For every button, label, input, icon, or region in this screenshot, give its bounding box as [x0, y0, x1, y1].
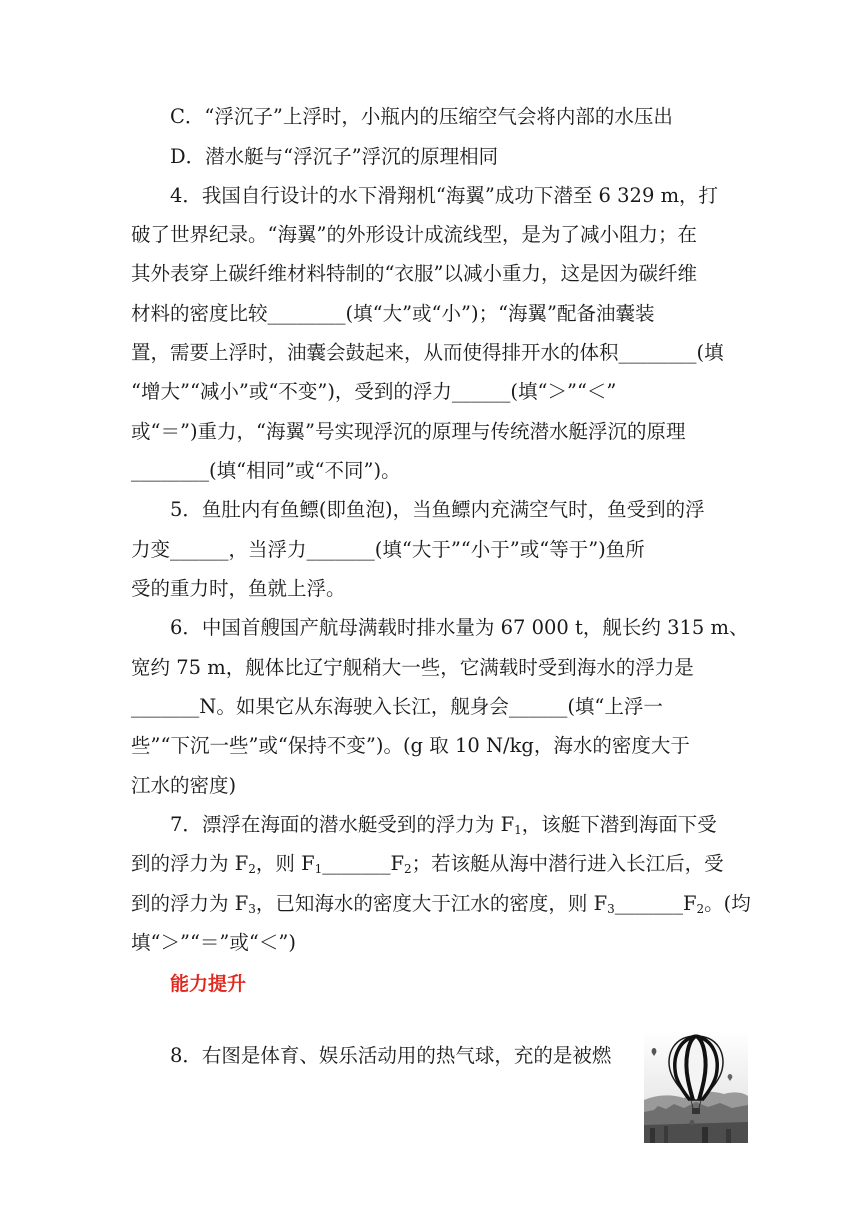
question-6-line-2: 宽约 75 m，舰体比辽宁舰稍大一些，它满载时受到海水的浮力是 — [131, 656, 694, 679]
question-7-line-3: 到的浮力为 $F_3$，已知海水的密度大于江水的密度，则 $F_3\_\_\_\_\_\_\_F_2$。(均 — [131, 892, 751, 916]
question-6-line-1: 6．中国首艘国产航母满载时排水量为 67 000 t，舰长约 315 m、 — [170, 616, 749, 639]
question-7-line-2: 到的浮力为 $F_2$，则 $F_1\_\_\_\_\_\_\_F_2$；若该艇从海中潜行进入长江后，受 — [131, 852, 724, 876]
question-8-line-1: 8．右图是体育、娱乐活动用的热气球，充的是被燃 — [170, 1044, 612, 1067]
section-title: 能力提升 — [170, 973, 247, 995]
question-4-line-8: ________(填“相同”或“不同”)。 — [131, 459, 401, 482]
question-6-line-4: 些”“下沉一些”或“保持不变”)。(g 取 10 N/kg，海水的密度大于 — [131, 734, 690, 757]
option-d: D．潜水艇与“浮沉子”浮沉的原理相同 — [170, 145, 499, 168]
question-7-line-1: 7．漂浮在海面的潜水艇受到的浮力为 $F_1$，该艇下潜到海面下受 — [170, 813, 717, 837]
question-5-line-2: 力变______，当浮力_______(填“大于”“小于”或“等于”)鱼所 — [131, 538, 645, 561]
question-5-line-1: 5．鱼肚内有鱼鳔(即鱼泡)，当鱼鳔内充满空气时，鱼受到的浮 — [170, 498, 705, 521]
option-c: C．“浮沉子”上浮时，小瓶内的压缩空气会将内部的水压出 — [170, 105, 673, 128]
question-6-line-3: _______N。如果它从东海驶入长江，舰身会______(填“上浮一 — [131, 695, 663, 718]
question-4-line-2: 破了世界纪录。“海翼”的外形设计成流线型，是为了减小阻力；在 — [131, 223, 697, 246]
question-6-line-5: 江水的密度) — [131, 774, 237, 797]
question-5-line-3: 受的重力时，鱼就上浮。 — [131, 577, 346, 600]
question-4-line-5: 置，需要上浮时，油囊会鼓起来，从而使得排开水的体积________(填 — [131, 341, 724, 364]
question-4-line-3: 其外表穿上碳纤维材料特制的“衣服”以减小重力，这是因为碳纤维 — [131, 262, 697, 285]
question-4-line-4: 材料的密度比较________(填“大”或“小”)；“海翼”配备油囊装 — [131, 302, 655, 325]
question-4-line-1: 4．我国自行设计的水下滑翔机“海翼”成功下潜至 6 329 m，打 — [170, 184, 719, 207]
question-4-line-6: “增大”“减小”或“不变”)，受到的浮力______(填“＞”“＜” — [131, 380, 617, 403]
question-7-line-4: 填“＞”“＝”或“＜”) — [131, 931, 296, 954]
question-4-line-7: 或“＝”)重力，“海翼”号实现浮沉的原理与传统潜水艇浮沉的原理 — [131, 420, 686, 443]
hot-air-balloon-image — [644, 1030, 748, 1143]
